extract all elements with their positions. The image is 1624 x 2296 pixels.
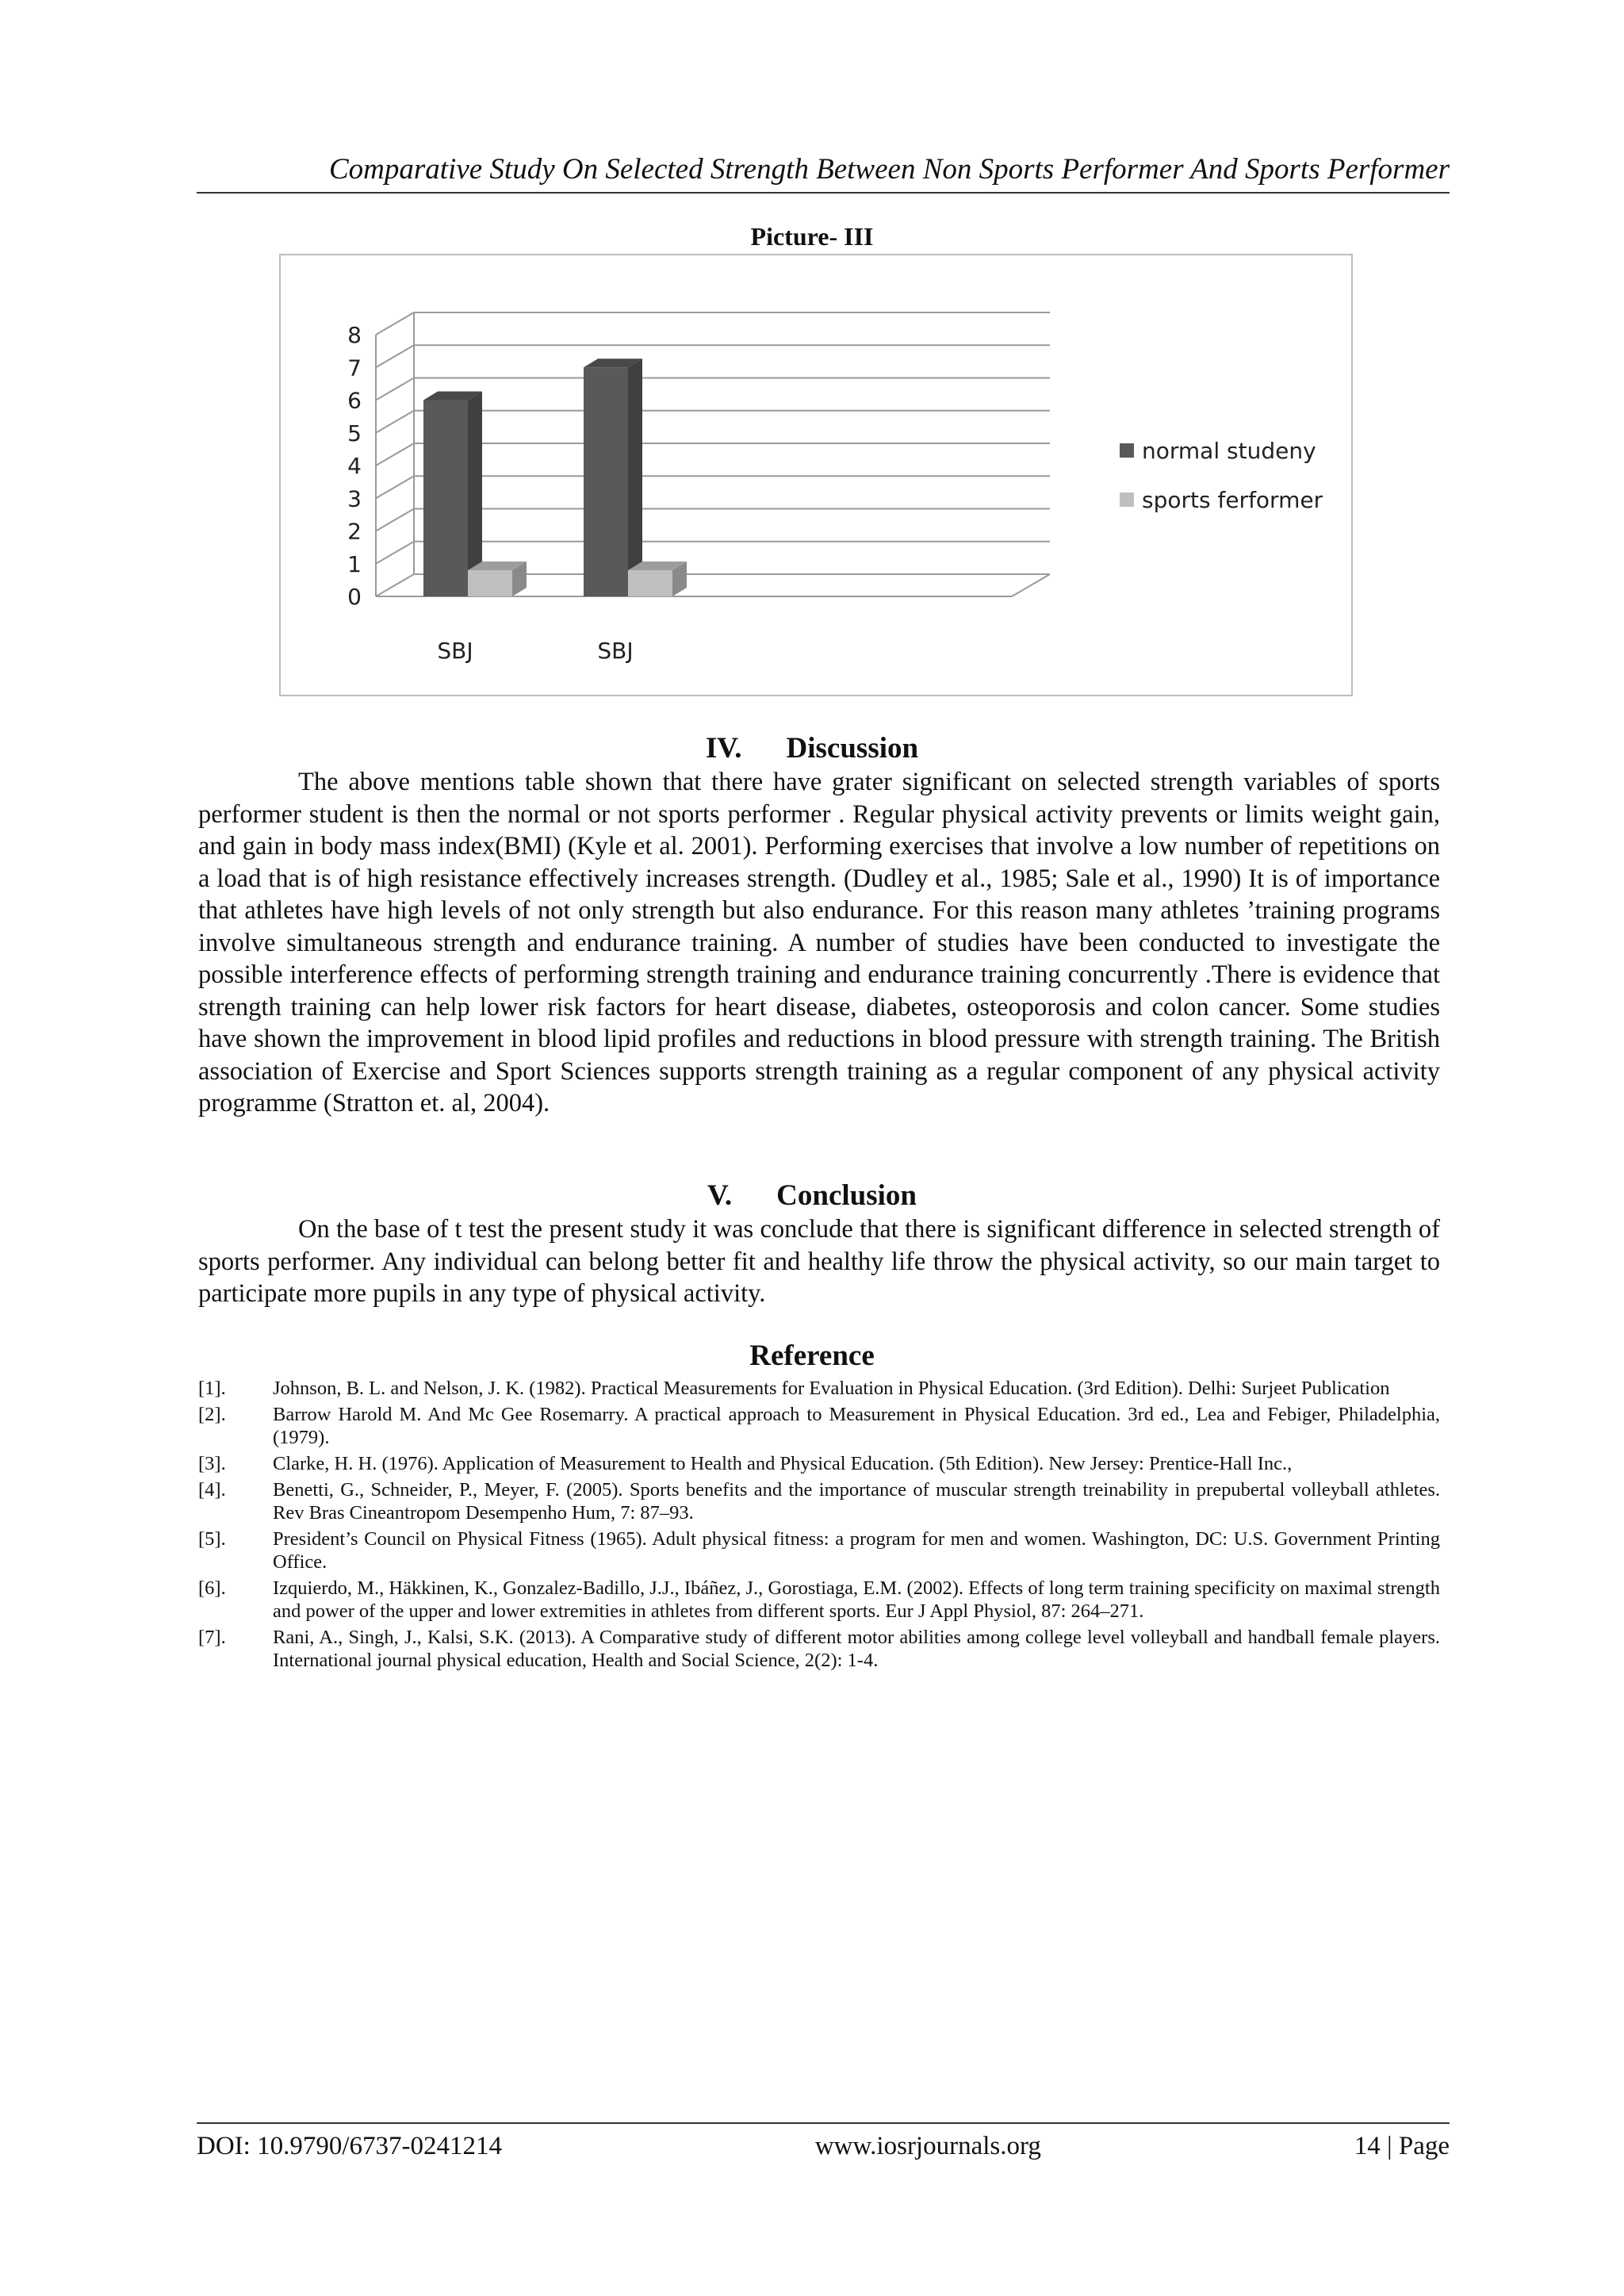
reference-item [198,1452,1440,1475]
conclusion-text: On the base of t test the present study it was conclude that there is significant difference in selected strength of sports performer. Any individual can belong better fit and healthy life throw the physical activity, so our main target to participate more pupils in any type of physical activity. [198,1215,1440,1308]
reference-text: President’s Council on Physical Fitness (1965). Adult physical fitness: a program for men and women. Washington, DC: U.S. Government Printing Office. [273,1528,1440,1573]
y-tick-label: 1 [347,550,362,577]
legend-label-normal: normal studeny [1142,437,1316,464]
legend-label-sports: sports ferformer [1142,486,1323,513]
bar-chart [279,254,1353,696]
reference-heading [0,1339,1624,1373]
legend-swatch-sports [1120,493,1134,507]
y-tick-label: 0 [347,584,362,610]
y-tick-label: 6 [347,387,362,414]
reference-text: Johnson, B. L. and Nelson, J. K. (1982). Practical Measurements for Evaluation in Physical Education. (3rd Edition). Delhi: Surjeet Publication [273,1378,1390,1399]
footer-site: www.iosrjournals.org [814,2132,1041,2160]
footer-doi: DOI: 10.9790/6737-0241214 [197,2132,502,2160]
figure-title: Picture- III [750,222,874,251]
discussion-heading [0,731,1624,765]
reference-item [198,1527,1440,1573]
conclusion-title: Conclusion [776,1179,917,1212]
gridline-side [376,345,414,367]
discussion-paragraph [198,766,1440,1120]
conclusion-number: V. [707,1179,733,1212]
discussion-title: Discussion [786,732,919,765]
gridline-side [376,476,414,498]
chart-legend [1120,435,1323,533]
reference-text: Clarke, H. H. (1976). Application of Measurement to Health and Physical Education. (5th Edition). New Jersey: Prentice-Hall Inc., [273,1453,1293,1474]
y-tick-label: 8 [347,322,362,348]
x-tick-label: SBJ [597,638,634,664]
discussion-number: IV. [705,732,742,765]
gridline-side [376,509,414,531]
y-tick-label: 3 [347,485,362,512]
discussion-text: The above mentions table shown that there have grater significant on selected strength variables of sports performer student is then the normal or not sports performer . Regular physical activity prevents or limits weight gain, and gain in body mass index(BMI) (Kyle et al. 2001). Performing exercises that involve a low number of repetitions on a load that is of high resistance effectively increases strength. (Dudley et al., 1985; Sale et al., 1990) It is of importance that athletes have high levels of not only strength but also endurance. For this reason many athletes ’training programs involve simultaneous strength and endurance training. A number of studies have been conducted to investigate the possible interference effects of performing strength training and endurance training concurrently .There is evidence that strength training can help lower risk factors for heart disease, diabetes, osteoporosis and colon cancer. Some studies have shown the improvement in blood lipid profiles and reductions in blood pressure with strength training. The British association of Exercise and Sport Sciences supports strength training as a regular component of any physical activity programme (Stratton et. al, 2004). [198,768,1440,1117]
reference-number: [5]. [198,1528,226,1550]
bar-front [628,570,672,596]
reference-list [198,1377,1440,1675]
bar-front [468,570,512,596]
running-title: Comparative Study On Selected Strength Between Non Sports Performer And Sports Performer [328,153,1450,186]
reference-number: [7]. [198,1627,226,1648]
reference-text: Benetti, G., Schneider, P., Meyer, F. (2005). Sports benefits and the importance of muscular strength treinability in prepubertal volleyball athletes. Rev Bras Cineantropom Desempenho Hum, 7: 87–93. [273,1479,1440,1524]
reference-text: Rani, A., Singh, J., Kalsi, S.K. (2013). A Comparative study of different motor abilities among college level volleyball and handball female players. International journal physical education, Health and Social Science, 2(2): 1-4. [273,1627,1440,1671]
reference-number: [4]. [198,1479,226,1501]
reference-item [198,1403,1440,1449]
reference-text: Izquierdo, M., Häkkinen, K., Gonzalez-Badillo, J.J., Ibáñez, J., Gorostiaga, E.M. (2002). Effects of long term training specificity on maximal strength and power of the upper and lower extremities in athletes from different sports. Eur J Appl Physiol, 87: 264–271. [273,1577,1440,1622]
y-tick-label: 4 [347,453,362,479]
gridline-side [376,574,414,596]
legend-swatch-normal [1120,443,1134,458]
bar-front [584,367,628,596]
conclusion-paragraph [198,1213,1440,1310]
x-tick-label: SBJ [437,638,473,664]
gridline-side [376,411,414,433]
gridline-side [376,378,414,401]
y-tick-label: 2 [347,518,362,545]
reference-text: Barrow Harold M. And Mc Gee Rosemarry. A practical approach to Measurement in Physical Education. 3rd ed., Lea and Febiger, Philadelphia, (1979). [273,1404,1440,1448]
legend-item-normal [1120,435,1323,466]
reference-number: [3]. [198,1453,226,1474]
legend-item-sports [1120,484,1323,516]
reference-number: [2]. [198,1404,226,1425]
floor-edge [1012,574,1050,596]
reference-number: [6]. [198,1577,226,1599]
reference-item [198,1478,1440,1524]
footer-page-number: 14 | Page [1354,2132,1450,2160]
y-tick-label: 7 [347,355,362,381]
reference-number: [1]. [198,1378,226,1399]
y-tick-label: 5 [347,420,362,447]
reference-item [198,1577,1440,1623]
bar-front [423,401,468,597]
gridline-side [376,542,414,564]
gridline-side [376,443,414,466]
page-footer [197,2122,1450,2161]
conclusion-heading [0,1179,1624,1213]
gridline-side [376,312,414,335]
running-header [197,152,1450,194]
reference-title: Reference [749,1340,875,1372]
reference-item [198,1626,1440,1672]
bar-side [628,358,642,596]
reference-item [198,1377,1440,1400]
